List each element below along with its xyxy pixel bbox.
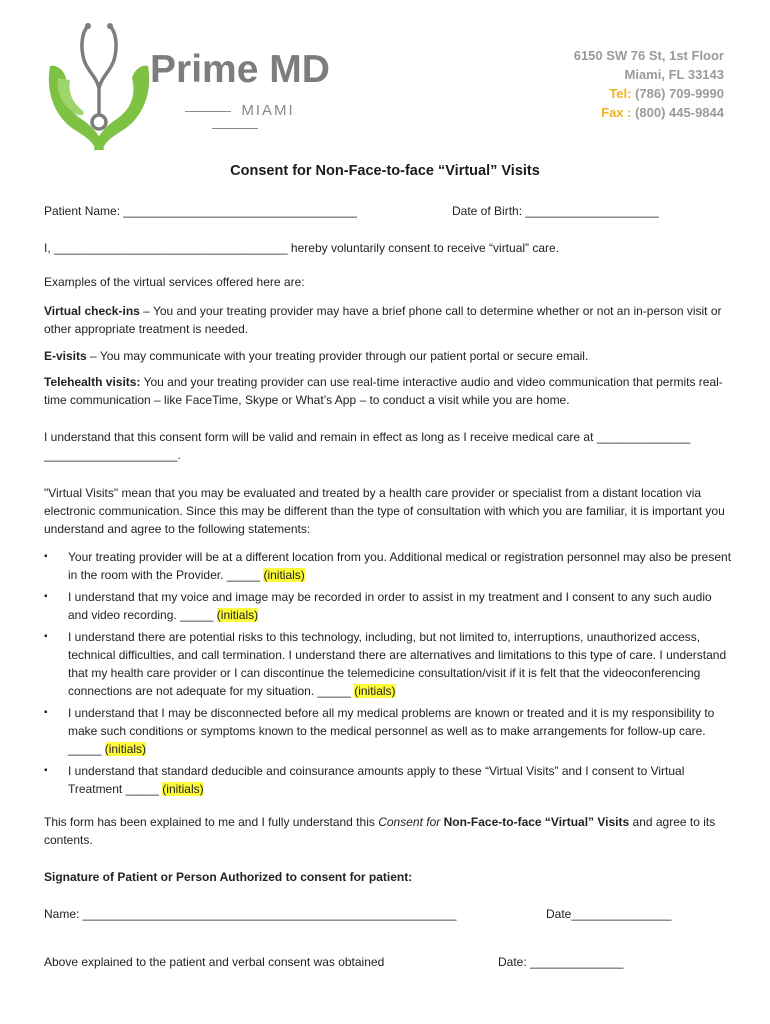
validity-statement-line-2[interactable]: ____________________.: [44, 448, 181, 462]
hands-stethoscope-icon: [44, 18, 154, 153]
address-line-2: Miami, FL 33143: [624, 67, 724, 82]
explained-bold: Non-Face-to-face “Virtual” Visits: [440, 815, 630, 829]
verbal-consent-row: [44, 953, 384, 971]
explanation-statement: [44, 813, 734, 849]
patient-name-field[interactable]: Patient Name: ___________________________________: [44, 204, 357, 218]
service-term: Virtual check-ins: [44, 304, 140, 318]
initials-field[interactable]: (initials): [263, 568, 305, 582]
date-of-birth-field[interactable]: Date of Birth: ____________________: [452, 204, 659, 218]
virtual-visits-definition: "Virtual Visits" mean that you may be evaluated and treated by a health care provider or specialist from a distant location via electronic communication. Since this may be different than the type of consultation with which you are familiar, it is important you understand and agree to the following statements:: [44, 486, 725, 536]
explained-post: and agree to its contents.: [44, 815, 716, 847]
list-item: [44, 762, 734, 798]
validity-statement-line-1[interactable]: I understand that this consent form will be valid and remain in effect as long as I receive medical care at ______________: [44, 430, 691, 444]
divider: [185, 111, 231, 112]
service-desc: – You may communicate with your treating provider through our patient portal or secure email.: [86, 349, 589, 363]
service-desc: – You and your treating provider may have a brief phone call to determine whether or not an in-person visit or other appropriate treatment is needed.: [44, 304, 722, 336]
bullet-icon: ▪: [44, 765, 48, 776]
divider: [212, 128, 258, 129]
service-term: E-visits: [44, 349, 87, 363]
bullet-icon: ▪: [44, 631, 48, 642]
date-field-1[interactable]: Date_______________: [546, 907, 672, 921]
prime-md-logo: [44, 18, 344, 153]
statement-text: I understand there are potential risks to this technology, including, but not limited to, interruptions, unauthorized access, technical difficulties, and call termination. I understand there are alternatives and limitations to this type of care. I understand that my health care provider or I can discontinue the telemedicine consultation/visit if it is felt that the videoconferencing connections are not adequate for my situation. _____: [68, 630, 727, 698]
phone-line: [574, 84, 724, 103]
date-field-2[interactable]: Date: ______________: [498, 955, 624, 969]
explained-italic: Consent for: [378, 815, 441, 829]
initials-field[interactable]: (initials): [104, 742, 147, 756]
consent-statement[interactable]: I, ___________________________________ hereby voluntarily consent to receive “virtual” care.: [44, 241, 560, 255]
fax-value: (800) 445-9844: [635, 105, 724, 120]
statement-text: Your treating provider will be at a different location from you. Additional medical or registration personnel may also be present in the room with the Provider. _____: [68, 550, 732, 582]
clinic-address: [574, 46, 724, 122]
list-item: [44, 628, 734, 700]
initials-field[interactable]: (initials): [216, 608, 259, 622]
service-virtual-check-ins: [44, 302, 734, 338]
tel-value: (786) 709-9990: [635, 86, 724, 101]
brand-sub-text: MIAMI: [241, 102, 295, 119]
service-term: Telehealth visits:: [44, 375, 141, 389]
list-item: [44, 588, 734, 624]
fax-line: [574, 103, 724, 122]
service-e-visits: [44, 347, 734, 365]
bullet-icon: ▪: [44, 551, 48, 562]
service-telehealth: [44, 373, 734, 409]
address-line-1: 6150 SW 76 St, 1st Floor: [573, 48, 724, 63]
examples-intro: Examples of the virtual services offered here are:: [44, 275, 305, 289]
brand-name: Prime MD: [150, 48, 330, 91]
initials-field[interactable]: (initials): [162, 782, 204, 796]
name-field[interactable]: Name: ________________________________________________________: [44, 907, 457, 921]
list-item: [44, 548, 734, 584]
verbal-consent-label: Above explained to the patient and verbal consent was obtained: [44, 955, 385, 969]
list-item: [44, 704, 734, 758]
fax-label: Fax :: [601, 105, 632, 120]
explained-pre: This form has been explained to me and I fully understand this: [44, 815, 379, 829]
statement-list: [44, 548, 734, 802]
signature-heading: Signature of Patient or Person Authorized to consent for patient:: [44, 870, 413, 884]
statement-text: I understand that standard deducible and coinsurance amounts apply to these “Virtual Visits” and I consent to Virtual Treatment _____: [68, 764, 685, 796]
initials-field[interactable]: (initials): [354, 684, 396, 698]
form-title: Consent for Non-Face-to-face “Virtual” Visits: [230, 163, 540, 179]
bullet-icon: ▪: [44, 591, 48, 602]
statement-text: I understand that my voice and image may be recorded in order to assist in my treatment and I consent to any such audio and video recording. _____: [68, 590, 712, 622]
service-desc: You and your treating provider can use real-time interactive audio and video communication that permits real-time communication – like FaceTime, Skype or What’s App – to conduct a visit while you are home.: [44, 375, 723, 407]
brand-location: [150, 102, 320, 136]
statement-text: I understand that I may be disconnected before all my medical problems are known or treated and it is my responsibility to make such conditions or symptoms known to the medical personnel as well as to make arrangements for follow-up care. _____: [68, 706, 715, 756]
tel-label: Tel:: [609, 86, 632, 101]
bullet-icon: ▪: [44, 707, 48, 718]
